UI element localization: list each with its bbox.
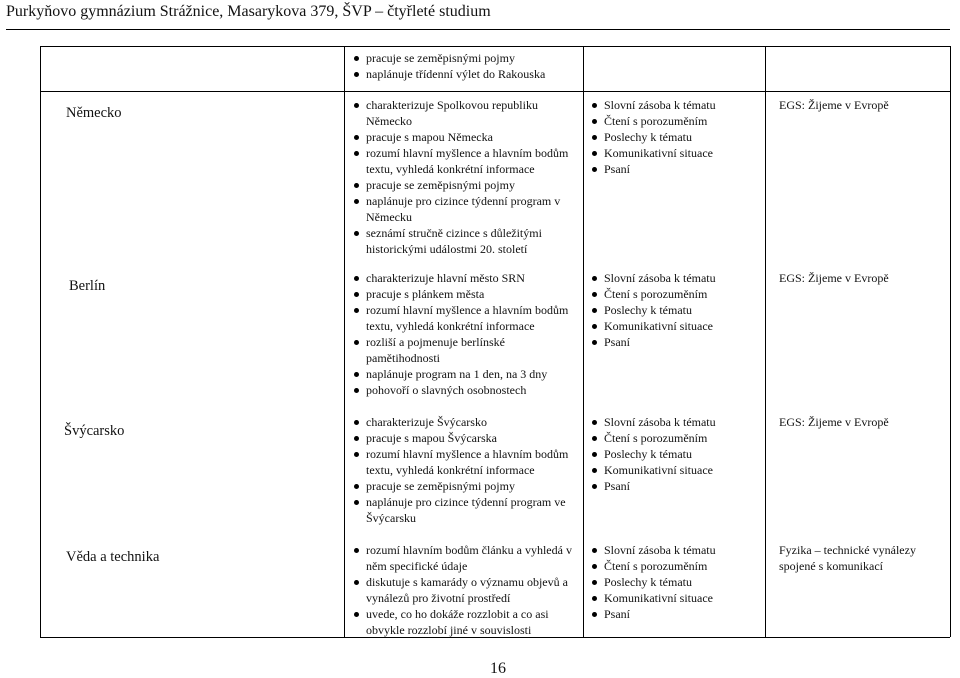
learning-outcomes-list (352, 414, 578, 526)
page-header (6, 0, 950, 30)
subject-heading: Německo (66, 105, 122, 121)
list-item: pracuje se zeměpisnými pojmy (352, 50, 577, 66)
table-row-divider (40, 91, 950, 92)
table-right-border (950, 46, 951, 637)
list-item: charakterizuje Švýcarsko (352, 414, 578, 430)
top-row-outcomes (352, 50, 577, 82)
cross-curricular-note: Fyzika – technické vynálezy spojené s komunikací (779, 543, 916, 573)
header-rule (6, 29, 950, 30)
subject-heading: Věda a technika (66, 549, 160, 565)
list-item: rozumí hlavním bodům článku a vyhledá v něm specifické údaje (352, 542, 578, 574)
skills-list (590, 414, 760, 494)
list-item: pracuje s mapou Německa (352, 129, 578, 145)
list-item: rozumí hlavní myšlence a hlavním bodům textu, vyhledá konkrétní informace (352, 446, 578, 478)
list-item: Poslechy k tématu (590, 446, 760, 462)
table-col-divider (344, 46, 345, 637)
list-item: rozumí hlavní myšlence a hlavním bodům textu, vyhledá konkrétní informace (352, 302, 578, 334)
list-item: Čtení s porozuměním (590, 113, 760, 129)
list-item: uvede, co ho dokáže rozzlobit a co asi obvykle rozzlobí jiné v souvislosti (352, 606, 578, 638)
learning-outcomes-list (352, 270, 578, 398)
cross-curricular-note: EGS: Žijeme v Evropě (779, 98, 889, 112)
list-item: Čtení s porozuměním (590, 430, 760, 446)
list-item: Psaní (590, 478, 760, 494)
cross-curricular-note: EGS: Žijeme v Evropě (779, 271, 889, 285)
page-number: 16 (490, 660, 506, 677)
list-item: Poslechy k tématu (590, 574, 760, 590)
list-item: Komunikativní situace (590, 590, 760, 606)
list-item: naplánuje program na 1 den, na 3 dny (352, 366, 578, 382)
list-item: Komunikativní situace (590, 462, 760, 478)
list-item: diskutuje s kamarády o významu objevů a vynálezů pro životní prostředí (352, 574, 578, 606)
list-item: pracuje s mapou Švýcarska (352, 430, 578, 446)
skills-list (590, 542, 760, 622)
list-item: charakterizuje hlavní město SRN (352, 270, 578, 286)
skills-list (590, 97, 760, 177)
list-item: naplánuje pro cizince týdenní program v Německu (352, 193, 578, 225)
list-item: pohovoří o slavných osobnostech (352, 382, 578, 398)
list-item: Komunikativní situace (590, 318, 760, 334)
list-item: rozliší a pojmenuje berlínské pamětihodnosti (352, 334, 578, 366)
list-item: Slovní zásoba k tématu (590, 414, 760, 430)
list-item: Slovní zásoba k tématu (590, 542, 760, 558)
subject-heading: Švýcarsko (64, 423, 125, 439)
skills-list (590, 270, 760, 350)
learning-outcomes-list (352, 97, 578, 257)
list-item: seznámí stručně cizince s důležitými historickými událostmi 20. století (352, 225, 578, 257)
table-top-border (40, 46, 950, 47)
table-col-divider (583, 46, 584, 637)
list-item: Komunikativní situace (590, 145, 760, 161)
table-left-border (40, 46, 41, 637)
list-item: Čtení s porozuměním (590, 286, 760, 302)
list-item: Slovní zásoba k tématu (590, 97, 760, 113)
cross-curricular-note: EGS: Žijeme v Evropě (779, 415, 889, 429)
table-col-divider (765, 46, 766, 637)
list-item: pracuje s plánkem města (352, 286, 578, 302)
list-item: Poslechy k tématu (590, 302, 760, 318)
list-item: Psaní (590, 606, 760, 622)
list-item: Čtení s porozuměním (590, 558, 760, 574)
list-item: Poslechy k tématu (590, 129, 760, 145)
list-item: Psaní (590, 161, 760, 177)
list-item: charakterizuje Spolkovou republiku Německo (352, 97, 578, 129)
list-item: Psaní (590, 334, 760, 350)
page-title: Purkyňovo gymnázium Strážnice, Masarykova 379, ŠVP – čtyřleté studium (6, 3, 491, 20)
list-item: Slovní zásoba k tématu (590, 270, 760, 286)
list-item: naplánuje pro cizince týdenní program ve Švýcarsku (352, 494, 578, 526)
subject-heading: Berlín (69, 278, 106, 294)
list-item: pracuje se zeměpisnými pojmy (352, 177, 578, 193)
learning-outcomes-list (352, 542, 578, 638)
list-item: naplánuje třídenní výlet do Rakouska (352, 66, 577, 82)
list-item: rozumí hlavní myšlence a hlavním bodům textu, vyhledá konkrétní informace (352, 145, 578, 177)
list-item: pracuje se zeměpisnými pojmy (352, 478, 578, 494)
